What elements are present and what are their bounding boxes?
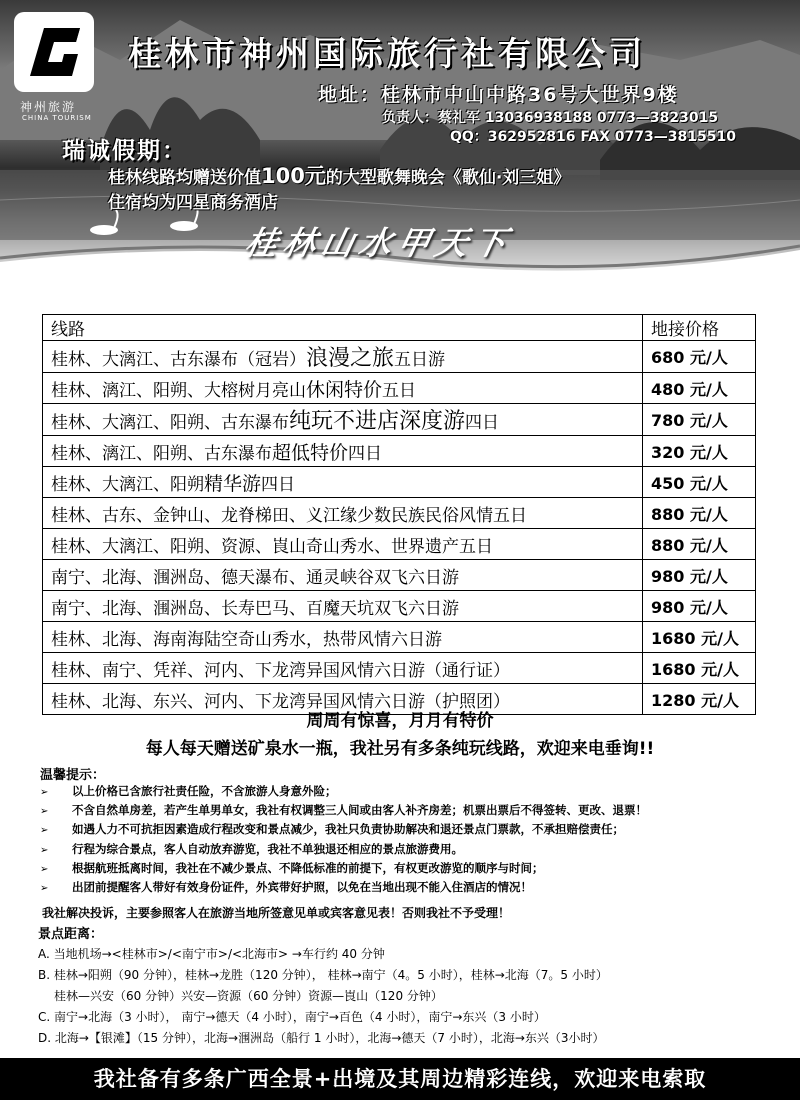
list-item xyxy=(40,801,647,820)
table-row xyxy=(43,622,756,653)
tips-list xyxy=(40,782,647,897)
route-highlight: 浪漫之旅 xyxy=(306,346,395,371)
price-cell: 780 元/人 xyxy=(643,404,756,436)
table-row xyxy=(43,498,756,529)
complaint-note: 我社解决投诉，主要参照客人在旅游当地所签意见单或宾客意见表！否则我社不予受理！ xyxy=(42,906,511,920)
table-row xyxy=(43,591,756,622)
promo-line-2: 住宿均为四星商务酒店 xyxy=(108,193,278,213)
route-highlight: 超低特价 xyxy=(272,441,349,464)
route-text: 桂林、南宁、凭祥、河内、下龙湾异国风情六日游（通行证） xyxy=(51,660,510,681)
route-cell xyxy=(43,404,643,436)
list-item xyxy=(40,859,647,878)
route-duration: 五日 xyxy=(382,380,417,401)
route-duration: 四日 xyxy=(465,413,500,433)
company-logo xyxy=(14,12,100,122)
list-item xyxy=(40,840,647,859)
arrow-bullet-icon: ➢ xyxy=(40,844,49,856)
table-row xyxy=(43,653,756,684)
route-text: 南宁、北海、涠洲岛、长寿巴马、百魔天坑双飞六日游 xyxy=(51,598,459,619)
route-cell xyxy=(43,467,643,498)
slogan-water: 每人每天赠送矿泉水一瓶，我社另有多条纯玩线路，欢迎来电垂询!! xyxy=(145,739,655,759)
arrow-bullet-icon: ➢ xyxy=(40,863,49,875)
list-item xyxy=(40,820,647,839)
price-cell: 1680 元/人 xyxy=(643,622,756,653)
route-text: 桂林、大漓江、阳朔、资源、崀山奇山秀水、世界遗产五日 xyxy=(51,536,493,557)
route-cell xyxy=(43,591,643,622)
promo-text-a: 桂林线路均赠送价值 xyxy=(108,168,261,188)
route-text: 桂林、大漓江、阳朔、古东瀑布 xyxy=(51,413,289,433)
tip-text: 不含自然单房差，若产生单男单女，我社有权调整三人间或由客人补齐房差；机票出票后不得签转、更改、退票！ xyxy=(72,803,647,818)
header-banner xyxy=(0,0,800,305)
price-cell: 980 元/人 xyxy=(643,591,756,622)
list-item: D. 北海→【银滩】（15 分钟），北海→涠洲岛（船行 1 小时），北海→德天（7 小时），北海→东兴（3小时） xyxy=(38,1031,605,1045)
column-header-route: 线路 xyxy=(43,315,643,341)
route-highlight: 精华游 xyxy=(204,472,262,495)
calligraphy-slogan: 桂林山水甲天下 xyxy=(241,224,516,262)
route-text: 桂林、大漓江、古东瀑布（冠岩） xyxy=(51,350,306,370)
logo-icon xyxy=(22,20,86,84)
route-duration: 四日 xyxy=(261,474,296,495)
list-item: B. 桂林→阳朔（90 分钟），桂林→龙胜（120 分钟）， 桂林→南宁（4。5 小时），桂林→北海（7。5 小时） xyxy=(38,968,608,982)
list-item: C. 南宁→北海（3 小时）， 南宁→德天（4 小时），南宁→百色（4 小时），南宁→东兴（3 小时） xyxy=(38,1010,546,1024)
promo-line-1 xyxy=(108,160,570,190)
column-header-price: 地接价格 xyxy=(643,315,756,341)
arrow-bullet-icon: ➢ xyxy=(40,825,49,837)
route-duration: 四日 xyxy=(348,443,383,464)
list-item xyxy=(40,782,647,801)
slogan-weekly: 周周有惊喜，月月有特价 xyxy=(306,711,494,731)
table-row xyxy=(43,404,756,436)
table-header-row xyxy=(43,315,756,341)
arrow-bullet-icon: ➢ xyxy=(40,806,49,818)
distance-list xyxy=(38,944,608,1049)
table-body xyxy=(43,341,756,715)
list-item xyxy=(40,878,647,897)
list-item: A. 当地机场→<桂林市>/<南宁市>/<北海市> →车行约 40 分钟 xyxy=(38,947,385,961)
price-cell: 480 元/人 xyxy=(643,373,756,404)
table-row xyxy=(43,529,756,560)
distance-title: 景点距离： xyxy=(38,927,104,942)
promo-text-c: 的大型歌舞晚会《歌仙·刘三姐》 xyxy=(325,168,571,188)
route-text: 南宁、北海、涠洲岛、德天瀑布、通灵峡谷双飞六日游 xyxy=(51,567,459,588)
route-text: 桂林、漓江、阳朔、大榕树月亮山 xyxy=(51,380,306,401)
route-highlight: 纯玩不进店深度游 xyxy=(289,409,466,434)
company-name: 桂林市神州国际旅行社有限公司 xyxy=(128,34,646,73)
route-text: 桂林、北海、东兴、河内、下龙湾异国风情六日游（护照团） xyxy=(51,691,510,712)
table-row xyxy=(43,436,756,467)
route-cell xyxy=(43,498,643,529)
qq-fax: QQ：362952816 FAX 0773—3815510 xyxy=(450,129,736,145)
route-duration: 五日游 xyxy=(394,350,446,370)
arrow-bullet-icon: ➢ xyxy=(40,882,49,894)
price-cell: 450 元/人 xyxy=(643,467,756,498)
footer-banner: 我社备有多条广西全景+出境及其周边精彩连线，欢迎来电索取 xyxy=(0,1058,800,1100)
contact-person: 负责人：蔡礼军 13036938188 0773—3823015 xyxy=(382,110,719,126)
route-text: 桂林、大漓江、阳朔 xyxy=(51,474,204,495)
route-cell xyxy=(43,373,643,404)
arrow-bullet-icon: ➢ xyxy=(40,787,49,798)
price-cell: 320 元/人 xyxy=(643,436,756,467)
route-cell xyxy=(43,341,643,373)
promo-title: 瑞诚假期： xyxy=(62,138,187,164)
route-highlight: 休闲特价 xyxy=(306,378,383,401)
route-text: 桂林、漓江、阳朔、古东瀑布 xyxy=(51,443,272,464)
company-address: 地址：桂林市中山中路36号大世界9楼 xyxy=(318,84,679,106)
route-price-table xyxy=(42,314,756,715)
promo-text-b: 100元 xyxy=(261,164,326,188)
list-item: 桂林—兴安（60 分钟）兴安—资源（60 分钟）资源—崀山（120 分钟） xyxy=(54,989,443,1003)
price-cell: 1280 元/人 xyxy=(643,684,756,715)
tip-text: 根据航班抵离时间，我社在不减少景点、不降低标准的前提下，有权更改游览的顺序与时间； xyxy=(72,860,544,875)
route-text: 桂林、古东、金钟山、龙脊梯田、义江缘少数民族民俗风情五日 xyxy=(51,505,527,526)
price-cell: 880 元/人 xyxy=(643,498,756,529)
logo-text-en: CHINA TOURISM xyxy=(22,114,92,122)
route-cell xyxy=(43,529,643,560)
tip-text: 以上价格已含旅行社责任险，不含旅游人身意外险； xyxy=(72,784,337,798)
route-cell xyxy=(43,436,643,467)
table-row xyxy=(43,341,756,373)
table-row xyxy=(43,560,756,591)
tip-text: 行程为综合景点，客人自动放弃游览，我社不单独退还相应的景点旅游费用。 xyxy=(72,841,463,856)
route-text: 桂林、北海、海南海陆空奇山秀水，热带风情六日游 xyxy=(51,629,442,650)
route-cell xyxy=(43,622,643,653)
tips-title: 温馨提示： xyxy=(40,768,106,783)
route-cell xyxy=(43,560,643,591)
logo-text-cn: 神州旅游 xyxy=(20,100,77,114)
price-cell: 680 元/人 xyxy=(643,341,756,373)
table-row xyxy=(43,467,756,498)
price-cell: 1680 元/人 xyxy=(643,653,756,684)
table-row xyxy=(43,373,756,404)
price-cell: 880 元/人 xyxy=(643,529,756,560)
tip-text: 如遇人力不可抗拒因素造成行程改变和景点减少，我社只负责协助解决和退还景点门票款，不承担赔偿责任； xyxy=(72,822,624,837)
route-cell xyxy=(43,653,643,684)
tip-text: 出团前提醒客人带好有效身份证件，外宾带好护照，以免在当地出现不能入住酒店的情况！ xyxy=(72,879,532,894)
price-cell: 980 元/人 xyxy=(643,560,756,591)
logo-box xyxy=(14,12,94,92)
